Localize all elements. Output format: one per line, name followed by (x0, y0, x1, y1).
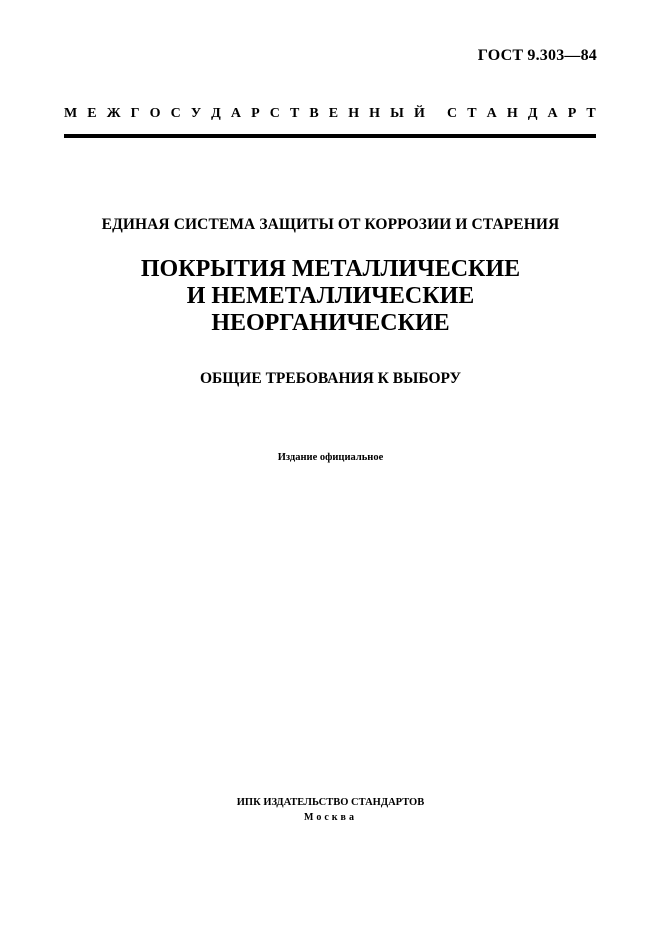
word-gap (435, 106, 437, 122)
edition-note: Издание официальное (277, 452, 384, 463)
heading-letter: Р (251, 106, 260, 121)
heading-letter: Е (328, 106, 339, 121)
heading-letter: А (486, 106, 497, 121)
heading-letter: Г (130, 106, 140, 121)
main-title-line: ПОКРЫТИЯ МЕТАЛЛИЧЕСКИЕ (140, 256, 521, 282)
heading-letter: О (149, 106, 161, 121)
main-title (0, 256, 661, 337)
heading-letter: М (64, 106, 78, 121)
heading-letter: С (447, 106, 458, 121)
header-rule (64, 134, 596, 138)
heading-letter: Д (211, 106, 221, 121)
heading-letter: А (230, 106, 242, 121)
heading-letter: Е (87, 106, 97, 121)
gost-number: ГОСТ 9.303—84 (477, 47, 597, 64)
city: Москва (304, 812, 357, 823)
main-title-line: И НЕМЕТАЛЛИЧЕСКИЕ (186, 283, 475, 309)
heading-letter: В (309, 106, 319, 121)
heading-letter: Н (506, 106, 518, 121)
heading-letter: Н (348, 106, 360, 121)
heading-letter: С (269, 106, 280, 121)
heading-letter: Ж (106, 106, 121, 121)
heading-letter: С (170, 106, 181, 121)
series-title: ЕДИНАЯ СИСТЕМА ЗАЩИТЫ ОТ КОРРОЗИИ И СТАРЕНИЯ (101, 216, 560, 233)
subtitle: ОБЩИЕ ТРЕБОВАНИЯ К ВЫБОРУ (199, 370, 461, 387)
heading-letter: У (190, 106, 202, 121)
heading-letter: А (547, 106, 558, 121)
heading-letter: Т (289, 106, 300, 121)
heading-letter: Н (369, 106, 381, 121)
heading-letter: Й (413, 106, 425, 121)
heading-letter: Ы (390, 106, 404, 121)
heading-letter: Т (467, 106, 477, 121)
interstate-standard-heading (64, 106, 596, 122)
heading-letter: Д (527, 106, 538, 121)
heading-letter: Р (567, 106, 577, 121)
publisher: ИПК ИЗДАТЕЛЬСТВО СТАНДАРТОВ (236, 797, 425, 808)
main-title-line: НЕОРГАНИЧЕСКИЕ (211, 310, 450, 336)
heading-letter: Т (586, 106, 596, 121)
